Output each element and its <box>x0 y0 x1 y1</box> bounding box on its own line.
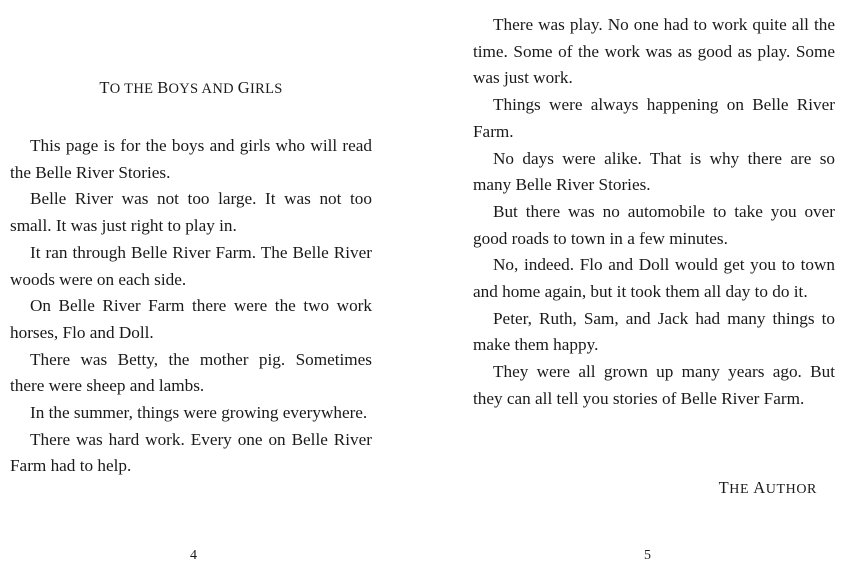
page-heading: TO THE BOYS AND GIRLS <box>99 78 283 97</box>
paragraph: Belle River was not too large. It was not too small. It was just right to play in. <box>10 189 372 236</box>
paragraph: No days were alike. That is why there are so many Belle River Stories. <box>473 148 835 195</box>
paragraph: There was Betty, the mother pig. Sometimes there were sheep and lambs. <box>10 349 372 396</box>
paragraph: But there was no automobile to take you over good roads to town in a few minutes. <box>473 201 835 248</box>
paragraph: It ran through Belle River Farm. The Belle River woods were on each side. <box>10 242 372 289</box>
paragraph: There was play. No one had to work quite all the time. Some of the work was as good as play. Some was just work. <box>473 15 835 88</box>
paragraph: There was hard work. Every one on Belle River Farm had to help. <box>10 429 372 476</box>
right-page <box>473 0 835 578</box>
left-page <box>10 0 372 578</box>
paragraph: Things were always happening on Belle River Farm. <box>473 95 835 141</box>
paragraph: They were all grown up many years ago. But they can all tell you stories of Belle River Farm. <box>473 362 835 408</box>
paragraph: On Belle River Farm there were the two work horses, Flo and Doll. <box>10 296 372 342</box>
paragraph: In the summer, things were growing everywhere. <box>30 403 368 423</box>
paragraph: Peter, Ruth, Sam, and Jack had many things to make them happy. <box>473 308 835 355</box>
page-number: 4 <box>190 548 197 563</box>
left-body-text <box>10 133 372 480</box>
page-number: 5 <box>644 548 651 563</box>
right-body-text <box>473 12 835 413</box>
paragraph: This page is for the boys and girls who will read the Belle River Stories. <box>10 136 372 182</box>
author-signature: THE AUTHOR <box>718 478 817 497</box>
paragraph: No, indeed. Flo and Doll would get you to town and home again, but it took them all day to do it. <box>473 255 835 302</box>
